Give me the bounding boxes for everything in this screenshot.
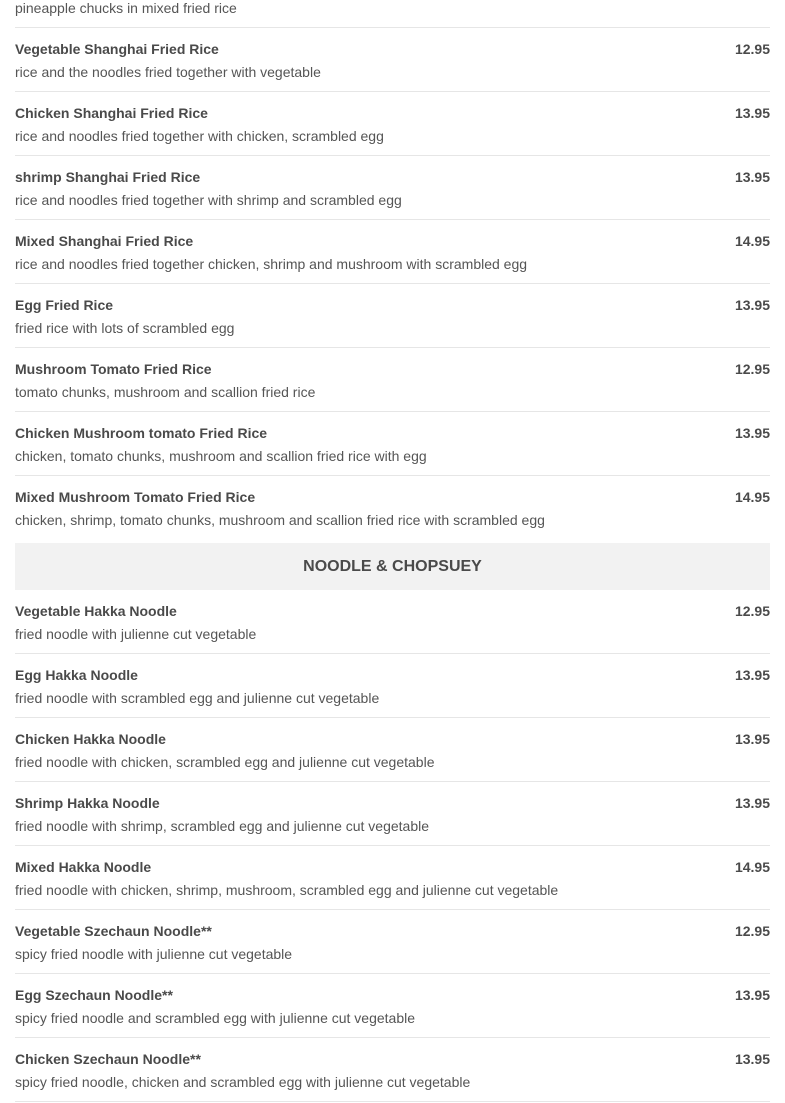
item-price: 13.95 [734, 667, 770, 683]
item-name: Egg Fried Rice [15, 297, 114, 313]
section-header-noodle: NOODLE & CHOPSUEY [15, 543, 770, 590]
item-price: 13.95 [734, 105, 770, 121]
menu-item [15, 348, 770, 412]
item-name: Mixed Hakka Noodle [15, 859, 152, 875]
item-description: rice and noodles fried together with shrimp and scrambled egg [15, 192, 402, 208]
menu-page [15, 0, 770, 1102]
item-price: 14.95 [734, 233, 770, 249]
menu-item [15, 590, 770, 654]
item-price: 12.95 [734, 361, 770, 377]
item-name: Egg Hakka Noodle [15, 667, 138, 683]
item-price: 14.95 [734, 489, 770, 505]
item-name: Vegetable Shanghai Fried Rice [15, 41, 219, 57]
item-price: 12.95 [734, 923, 770, 939]
item-name: Mushroom Tomato Fried Rice [15, 361, 212, 377]
item-name: Shrimp Hakka Noodle [15, 795, 160, 811]
item-description: chicken, shrimp, tomato chunks, mushroom and scallion fried rice with scrambled egg [15, 512, 545, 528]
menu-item [15, 156, 770, 220]
item-name: shrimp Shanghai Fried Rice [15, 169, 201, 185]
menu-item [15, 0, 770, 28]
item-description: rice and the noodles fried together with vegetable [15, 64, 321, 80]
item-description: pineapple chucks in mixed fried rice [15, 0, 237, 16]
menu-item [15, 1038, 770, 1102]
item-description: fried noodle with scrambled egg and julienne cut vegetable [15, 690, 380, 706]
item-name: Mixed Shanghai Fried Rice [15, 233, 194, 249]
menu-item [15, 412, 770, 476]
item-name: Chicken Shanghai Fried Rice [15, 105, 208, 121]
menu-item [15, 974, 770, 1038]
item-description: rice and noodles fried together with chicken, scrambled egg [15, 128, 384, 144]
item-description: fried noodle with shrimp, scrambled egg and julienne cut vegetable [15, 818, 430, 834]
item-name: Chicken Szechaun Noodle** [15, 1051, 201, 1067]
item-price: 13.95 [734, 425, 770, 441]
item-description: fried noodle with chicken, scrambled egg and julienne cut vegetable [15, 754, 435, 770]
item-description: fried noodle with chicken, shrimp, mushroom, scrambled egg and julienne cut vegetable [15, 882, 559, 898]
menu-item [15, 92, 770, 156]
item-description: fried rice with lots of scrambled egg [15, 320, 235, 336]
item-price: 13.95 [734, 297, 770, 313]
item-description: tomato chunks, mushroom and scallion fried rice [15, 384, 316, 400]
item-price: 14.95 [734, 859, 770, 875]
item-description: spicy fried noodle, chicken and scrambled egg with julienne cut vegetable [15, 1074, 471, 1090]
item-name: Vegetable Hakka Noodle [15, 603, 177, 619]
menu-item [15, 718, 770, 782]
menu-item [15, 782, 770, 846]
item-name: Chicken Hakka Noodle [15, 731, 166, 747]
item-name: Mixed Mushroom Tomato Fried Rice [15, 489, 256, 505]
item-price: 13.95 [734, 169, 770, 185]
menu-item [15, 284, 770, 348]
item-price: 13.95 [734, 795, 770, 811]
item-price: 13.95 [734, 987, 770, 1003]
menu-item [15, 220, 770, 284]
item-name: Chicken Mushroom tomato Fried Rice [15, 425, 268, 441]
menu-item [15, 28, 770, 92]
item-name: Vegetable Szechaun Noodle** [15, 923, 212, 939]
menu-item [15, 476, 770, 539]
menu-item [15, 654, 770, 718]
item-price: 13.95 [734, 1051, 770, 1067]
item-description: chicken, tomato chunks, mushroom and scallion fried rice with egg [15, 448, 427, 464]
item-description: fried noodle with julienne cut vegetable [15, 626, 257, 642]
item-description: spicy fried noodle and scrambled egg with julienne cut vegetable [15, 1010, 416, 1026]
item-price: 12.95 [734, 603, 770, 619]
item-description: rice and noodles fried together chicken, shrimp and mushroom with scrambled egg [15, 256, 528, 272]
item-description: spicy fried noodle with julienne cut vegetable [15, 946, 293, 962]
item-price: 12.95 [734, 41, 770, 57]
menu-item [15, 910, 770, 974]
menu-item [15, 846, 770, 910]
item-price: 13.95 [734, 731, 770, 747]
item-name: Egg Szechaun Noodle** [15, 987, 173, 1003]
